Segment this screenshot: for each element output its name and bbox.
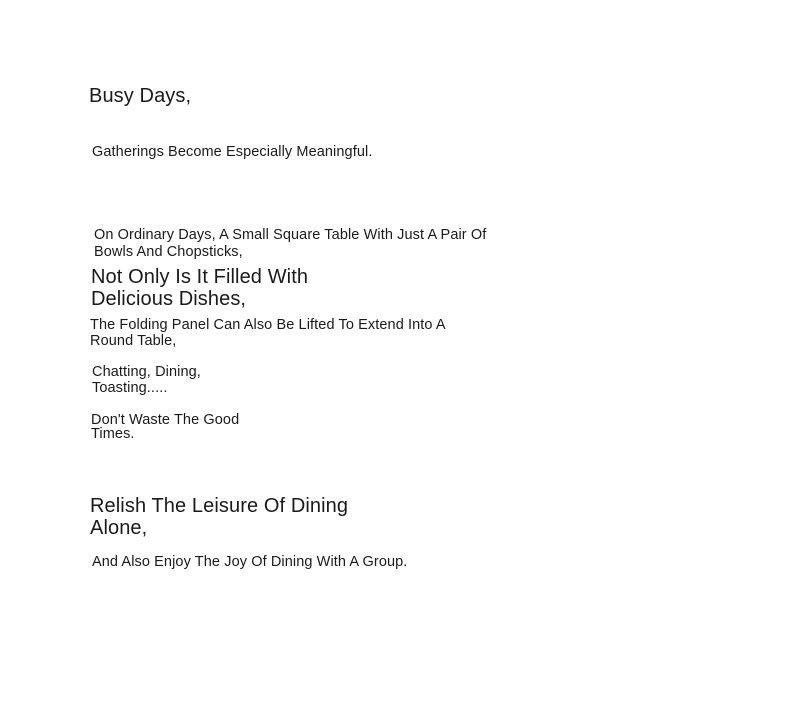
folding-panel-text: The Folding Panel Can Also Be Lifted To Extend Into A Round Table,	[90, 317, 445, 349]
ordinary-days-text: On Ordinary Days, A Small Square Table With Just A Pair Of Bowls And Chopsticks,	[94, 227, 487, 260]
group-dining-text: And Also Enjoy The Joy Of Dining With A Group.	[92, 554, 408, 570]
delicious-dishes-heading: Not Only Is It Filled With Delicious Dishes,	[91, 266, 309, 310]
chatting-text: Chatting, Dining, Toasting.....	[92, 364, 201, 396]
relish-leisure-heading: Relish The Leisure Of Dining Alone,	[90, 495, 349, 539]
gatherings-text: Gatherings Become Especially Meaningful.	[92, 144, 373, 160]
good-times-text: Don't Waste The Good Times.	[91, 412, 240, 442]
busy-days-heading: Busy Days,	[89, 85, 192, 107]
